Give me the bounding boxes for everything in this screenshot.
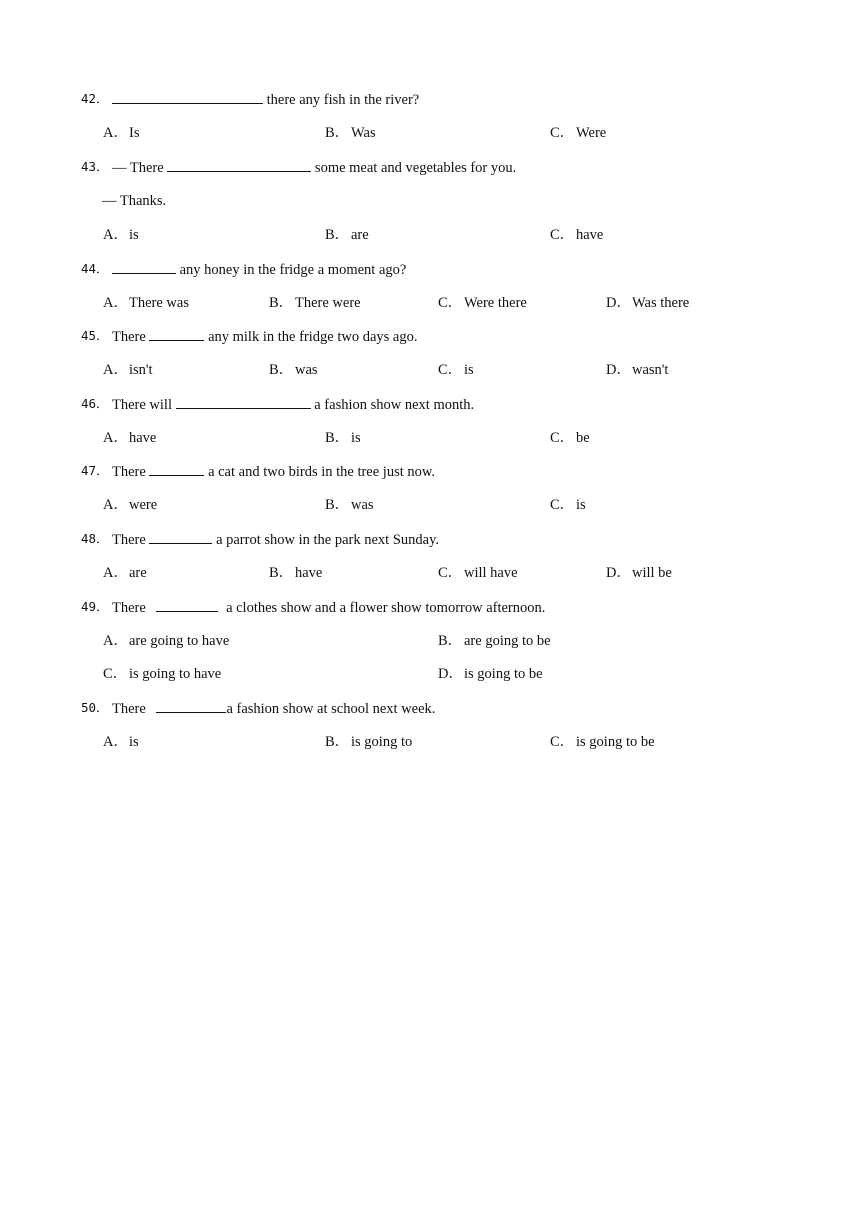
option-d: D．will be <box>606 565 672 581</box>
question-47 <box>0 461 860 481</box>
option-b: B． was <box>269 362 318 378</box>
reply-43 <box>0 191 860 211</box>
option-c: C． Were <box>550 125 607 141</box>
option-b: B． is <box>325 430 361 446</box>
answer-blank <box>156 597 218 612</box>
option-d: D．Was there <box>606 295 690 311</box>
option-c: C． is <box>438 362 474 378</box>
option-b: B． There were <box>269 295 361 311</box>
options-50 <box>0 732 860 752</box>
answer-blank <box>156 698 226 713</box>
option-b: B． are going to be <box>438 633 551 649</box>
question-stem: There a cat and two birds in the tree just now. <box>112 461 435 482</box>
option-c: C． have <box>550 227 604 243</box>
question-stem: There any milk in the fridge two days ago. <box>112 326 417 347</box>
question-stem: There a clothes show and a flower show tomorrow afternoon. <box>112 597 545 618</box>
options-44 <box>0 293 860 313</box>
question-number: 43． <box>81 159 109 174</box>
options-43 <box>0 225 860 245</box>
dialogue-reply: — Thanks. <box>102 193 167 209</box>
option-a: A．Is <box>103 125 140 141</box>
option-c: C． will have <box>438 565 518 581</box>
option-b: B． is going to <box>325 734 413 750</box>
answer-blank <box>176 394 311 409</box>
option-c: C． is <box>550 497 586 513</box>
question-number: 45． <box>81 328 109 343</box>
question-42 <box>0 89 860 109</box>
answer-blank <box>167 157 311 172</box>
option-b: B． have <box>269 565 323 581</box>
question-49 <box>0 597 860 617</box>
option-d: D．is going to be <box>438 666 543 682</box>
option-a: A．is <box>103 227 139 243</box>
option-a: A．have <box>103 430 157 446</box>
option-c: C． Were there <box>438 295 527 311</box>
question-number: 49． <box>81 599 109 614</box>
answer-blank <box>112 89 263 104</box>
question-number: 42． <box>81 91 109 106</box>
option-d: D．wasn't <box>606 362 669 378</box>
question-number: 47． <box>81 463 109 478</box>
option-a: A．were <box>103 497 158 513</box>
answer-blank <box>149 326 204 341</box>
question-stem: There will a fashion show next month. <box>112 394 474 415</box>
answer-blank <box>149 461 204 476</box>
options-48 <box>0 563 860 583</box>
question-number: 48． <box>81 531 109 546</box>
question-46 <box>0 394 860 414</box>
option-c: C． be <box>550 430 590 446</box>
question-stem: any honey in the fridge a moment ago? <box>112 259 406 280</box>
options-42 <box>0 123 860 143</box>
options-46 <box>0 428 860 448</box>
options-45 <box>0 360 860 380</box>
option-b: B． was <box>325 497 374 513</box>
question-stem: There a parrot show in the park next Sunday. <box>112 529 439 550</box>
question-stem: — There some meat and vegetables for you. <box>112 157 516 178</box>
option-a: A．isn't <box>103 362 153 378</box>
question-48 <box>0 529 860 549</box>
question-43 <box>0 157 860 177</box>
question-45 <box>0 326 860 346</box>
question-44 <box>0 259 860 279</box>
options-49-row2 <box>0 664 860 684</box>
question-stem <box>112 89 419 110</box>
option-a: A．There was <box>103 295 189 311</box>
option-a: A．is <box>103 734 139 750</box>
question-stem: There a fashion show at school next week. <box>112 698 435 719</box>
question-number: 44． <box>81 261 109 276</box>
option-c: C． is going to have <box>103 666 222 682</box>
question-50 <box>0 698 860 718</box>
question-number: 50． <box>81 700 109 715</box>
answer-blank <box>112 259 176 274</box>
question-number: 46． <box>81 396 109 411</box>
option-a: A．are <box>103 565 147 581</box>
question-text: there any fish in the river? <box>263 92 420 108</box>
option-b: B． Was <box>325 125 376 141</box>
option-b: B． are <box>325 227 369 243</box>
options-47 <box>0 495 860 515</box>
options-49-row1 <box>0 631 860 651</box>
option-a: A．are going to have <box>103 633 230 649</box>
option-c: C． is going to be <box>550 734 655 750</box>
answer-blank <box>149 529 212 544</box>
